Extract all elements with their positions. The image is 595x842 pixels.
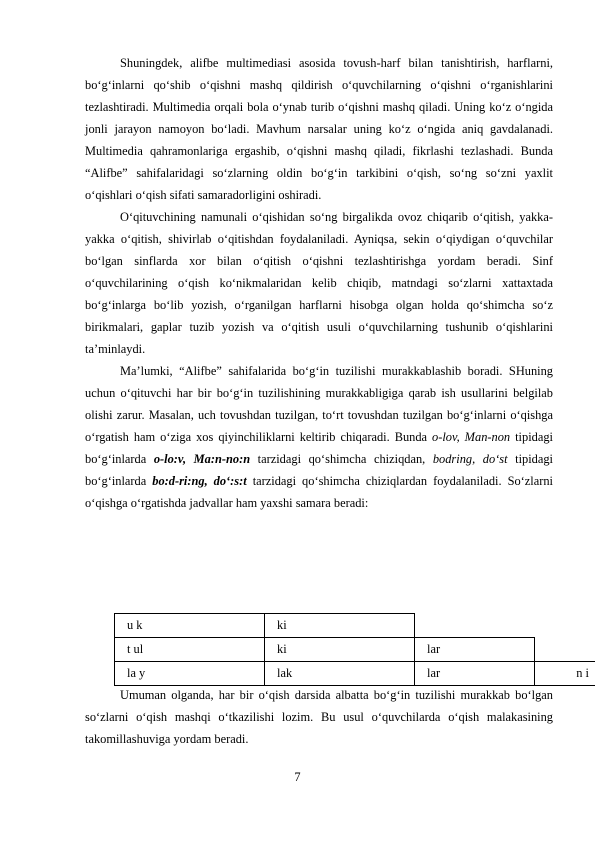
- p3-text-e: tarzidagi qo‘shimcha chiziqdan,: [250, 452, 433, 466]
- table-cell-r1c2: ki: [264, 613, 415, 638]
- paragraph-1: Shuningdek, alifbe multimediasi asosida tovush-harf bilan tanishtirish, harflarni, bo‘g‘inlarni qo‘shib o‘qishni mashq qildirish o‘quvchilarning o‘qishni o‘rganishlarini tezlashtiradi. Multimedia orqali bola o‘ynab turib o‘qishni mashq qiladi. Uning ko‘z o‘ngida jonli jarayon namoyon bo‘ladi. Mavhum narsalar uning ko‘z o‘ngida aniq gavdalanadi. Multimedia qahramonlariga ergashib, o‘qishni mashq qiladi, fikrlashi tezlashadi. Bunda “Alifbe” sahifalaridagi so‘zlarning oldin bo‘g‘in tarkibini o‘qish, so‘ng so‘zni yaxlit o‘qishlari o‘qish sifati samaradorligini oshiradi.: [85, 56, 553, 202]
- table-cell-r3c2: lak: [264, 661, 415, 686]
- closing-text: [85, 684, 553, 750]
- p3-example-1: o-lov, Man-non: [432, 430, 511, 444]
- p3-text-a: Ma’lumki, “Alifbe” sahifalarida bo‘g‘in tuzilishi murakkablashib boradi. SHuning uchun o‘qituvchi har bir bo‘g‘in tuzilishining murakkabligiga qarab ish usullarini belgilab olishi zarur. Masalan, uch tovushdan tuzilgan, to‘rt tovushdan tuzilgan bo‘g‘inlarni o‘qishga o‘rgatish ham o‘ziga xos qiyinchiliklarni keltirib chiqaradi. Bunda: [85, 364, 553, 444]
- syllable-table: [0, 613, 595, 685]
- p3-text-g: tipidagi bo‘g‘inlarda: [85, 452, 553, 488]
- table-cell-r3c3: lar: [414, 661, 535, 686]
- p3-example-3: bodring, do‘st: [432, 452, 508, 466]
- p3-text-i: tarzidagi qo‘shimcha chiziqlardan foydalaniladi. So‘zlarni o‘qishga o‘rgatishda jadvallar ham yaxshi samara beradi:: [85, 474, 553, 510]
- paragraph-4: Umuman olganda, har bir o‘qish darsida albatta bo‘g‘in tuzilishi murakkab bo‘lgan so‘zlarni o‘qish mashqi o‘tkazilishi lozim. Bu usul o‘quvchilarda o‘qish malakasining takomillashuviga yordam beradi.: [85, 688, 553, 746]
- paragraph-2: O‘qituvchining namunali o‘qishidan so‘ng birgalikda ovoz chiqarib o‘qitish, yakka-yakka o‘qitish, shivirlab o‘qitishdan foydalaniladi. Ayniqsa, sekin o‘qiydigan o‘quvchilar bo‘lgan sinflarda xor bilan o‘qitish o‘qishni tezlashtirishga yordam beradi. Sinf o‘quvchilarining o‘qish ko‘nikmalaridan kelib chiqib, matndagi so‘zlarni xattaxtada bo‘g‘inlarga bo‘lib yozish, o‘rganilgan harflarni hisobga olgan holda qo‘shimcha so‘z birikmalari, gaplar tuzib yozish va o‘qitish usuli o‘quvchilarning tushunib o‘qishlarini ta’minlaydi.: [85, 210, 553, 356]
- table-cell-r3c4: n i: [534, 661, 595, 686]
- paragraph-3: [85, 360, 553, 514]
- p3-text-c: tipidagi bo‘g‘inlarda: [85, 430, 553, 466]
- p3-example-2: o-lo:v, Ma:n-no:n: [153, 452, 251, 466]
- page-number: 7: [294, 770, 301, 784]
- table-cell-r3c1: la y: [114, 661, 265, 686]
- body-text: [85, 52, 553, 514]
- p3-example-4: bo:d-ri:ng, do‘:s:t: [152, 474, 247, 488]
- table-cell-r2c2: ki: [264, 637, 415, 662]
- table-cell-r2c1: t ul: [114, 637, 265, 662]
- table-cell-r1c1: u k: [114, 613, 265, 638]
- table-cell-r2c3: lar: [414, 637, 535, 662]
